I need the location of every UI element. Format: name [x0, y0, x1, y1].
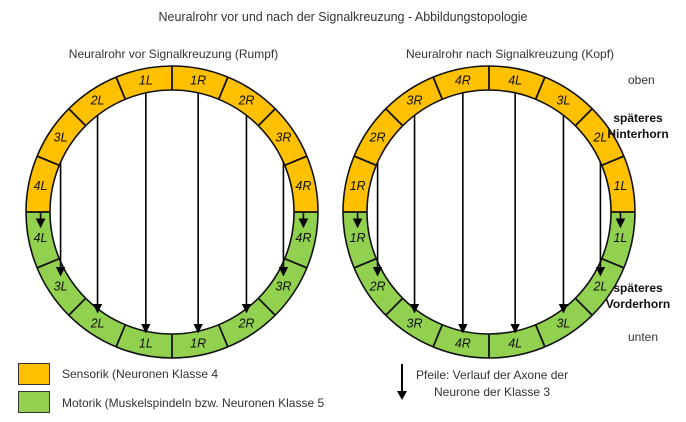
segment-label-motor: 3L — [556, 316, 571, 331]
segment-label-motor: 4R — [295, 231, 312, 246]
segment-label-sensory: 3R — [275, 130, 292, 145]
segment-label-motor: 3R — [406, 316, 423, 331]
segment-label-motor: 4L — [33, 231, 48, 246]
legend-arrows-label — [416, 367, 568, 401]
tube-title-kopf: Neuralrohr nach Signalkreuzung (Kopf) — [405, 47, 615, 61]
ring-inner-rumpf — [50, 90, 294, 334]
segment-label-sensory: 4L — [33, 178, 48, 193]
legend-motorik-label: Motorik (Muskelspindeln bzw. Neuronen Klasse 5 — [62, 396, 325, 410]
segment-label-sensory: 2R — [238, 93, 255, 108]
legend-motorik-swatch — [18, 391, 50, 413]
segment-label-sensory: 2R — [369, 130, 386, 145]
segment-label-sensory: 1L — [138, 73, 153, 88]
tube-title-rumpf: Neuralrohr vor Signalkreuzung (Rumpf) — [68, 47, 279, 61]
label-vorderhorn-line1: späteres — [613, 281, 663, 295]
segment-label-sensory: 3R — [406, 93, 423, 108]
segment-label-motor: 1R — [190, 336, 207, 351]
label-vorderhorn-line2: Vorderhorn — [605, 297, 671, 311]
legend-arrow-icon — [395, 362, 409, 402]
segment-label-motor: 2R — [238, 316, 255, 331]
segment-label-motor: 4L — [508, 336, 523, 351]
segment-label-sensory: 4R — [295, 178, 312, 193]
segment-label-sensory: 1R — [349, 178, 366, 193]
label-vorderhorn — [598, 280, 678, 312]
segment-label-sensory: 1L — [613, 178, 628, 193]
segment-label-motor: 2L — [593, 279, 608, 294]
legend-sensorik-label: Sensorik (Neuronen Klasse 4 — [62, 367, 219, 381]
segment-label-motor: 1R — [349, 231, 366, 246]
segment-label-sensory: 3L — [556, 93, 571, 108]
segment-label-sensory: 2L — [593, 130, 608, 145]
label-unten: unten — [628, 330, 659, 344]
legend-arrows-line2: Neurone der Klasse 3 — [434, 385, 551, 399]
segment-label-sensory: 4R — [454, 73, 471, 88]
segment-label-motor: 2L — [90, 316, 105, 331]
label-hinterhorn — [598, 110, 678, 142]
neural-tube-rumpf — [26, 66, 318, 358]
segment-label-motor: 2R — [369, 279, 386, 294]
legend-arrows-line1: Pfeile: Verlauf der Axone der — [416, 368, 569, 382]
segment-label-motor: 3L — [53, 279, 68, 294]
segment-label-sensory: 1R — [190, 73, 207, 88]
segment-label-motor: 1L — [138, 336, 153, 351]
segment-label-sensory: 3L — [53, 130, 68, 145]
label-hinterhorn-line1: späteres — [613, 111, 663, 125]
segment-label-sensory: 2L — [90, 93, 105, 108]
segment-label-sensory: 4L — [508, 73, 523, 88]
segment-label-motor: 4R — [454, 336, 471, 351]
label-hinterhorn-line2: Hinterhorn — [607, 127, 669, 141]
segment-label-motor: 1L — [613, 231, 628, 246]
ring-inner-kopf — [367, 90, 611, 334]
legend-sensorik-swatch — [18, 363, 50, 385]
page-title: Neuralrohr vor und nach der Signalkreuzung - Abbildungstopologie — [158, 10, 528, 24]
label-oben: oben — [628, 73, 655, 87]
neural-tube-kopf — [343, 66, 635, 358]
segment-label-motor: 3R — [275, 279, 292, 294]
